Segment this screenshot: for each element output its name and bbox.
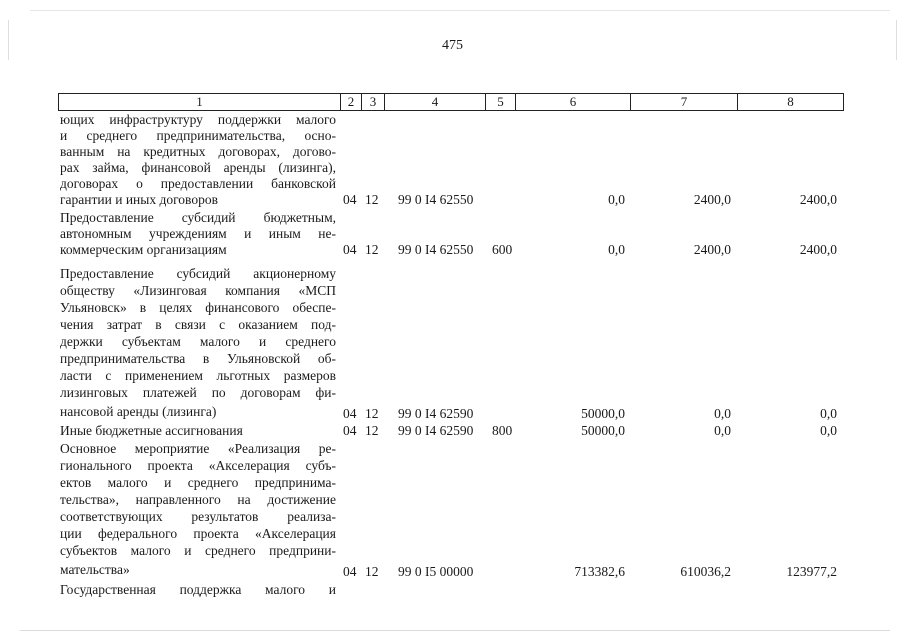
header-cell-2: 2 [340,93,362,111]
scan-edge-bottom [20,630,890,631]
row-1-description-line: рах займа, финансовой аренды (лизинга), [60,160,336,175]
row-3-amount-8: 0,0 [820,406,837,421]
row-5-description-line: субъектов малого и среднего предприни- [60,543,336,558]
header-cell-7: 7 [630,93,738,111]
row-1-description-line: ванным на кредитных договорах, догово- [60,144,336,159]
row-1-description-line: ющих инфраструктуру поддержки малого [60,112,336,127]
row-3-target-article: 99 0 I4 62590 [398,406,474,421]
row-5-description-line: ектов малого и среднего предпринима- [60,475,336,490]
row-3-description-line: Предоставление субсидий акционерному [60,266,336,281]
row-5-description-line: соответствующих результатов реализа- [60,509,336,524]
row-1-amount-7: 2400,0 [693,192,731,207]
row-2-description-line: Предоставление субсидий бюджетным, [60,210,336,225]
row-4-section: 04 [343,423,357,438]
row-5-description-line: ции федерального проекта «Акселерация [60,526,336,541]
row-5-amount-6: 713382,6 [574,564,625,579]
row-3-subsection: 12 [365,406,379,421]
row-2-subsection: 12 [365,242,379,257]
row-4-description-line: Иные бюджетные ассигнования [60,423,243,438]
row-5-amount-7: 610036,2 [680,564,731,579]
scan-edge-top [30,10,890,11]
row-5-description-line: мательства» [60,562,130,577]
row-2-amount-6: 0,0 [608,242,625,257]
row-4-amount-7: 0,0 [714,423,731,438]
row-5-description-line: гионального проекта «Акселерация субъ- [60,458,336,473]
row-3-description-line: предпринимательства в Ульяновской об- [60,351,336,366]
row-3-amount-7: 0,0 [714,406,731,421]
row-2-description-line: коммерческим организациям [60,242,227,257]
row-3-description-line: лизинговых платежей по договорам фи- [60,385,336,400]
row-3-description-line: держки субъектам малого и среднего [60,334,336,349]
page-number: 475 [442,38,463,53]
row-5-description-line: Основное мероприятие «Реализация ре- [60,441,336,456]
row-1-target-article: 99 0 I4 62550 [398,192,474,207]
row-4-subsection: 12 [365,423,379,438]
row-5-subsection: 12 [365,564,379,579]
row-2-amount-7: 2400,0 [693,242,731,257]
header-cell-3: 3 [361,93,385,111]
row-4-amount-6: 50000,0 [581,423,625,438]
row-1-amount-6: 0,0 [608,192,625,207]
row-2-section: 04 [343,242,357,257]
row-1-description-line: гарантии и иных договоров [60,192,218,207]
row-5-amount-8: 123977,2 [786,564,837,579]
row-3-description-line: Ульяновск» в целях финансового обеспе- [60,300,336,315]
row-3-description-line: нансовой аренды (лизинга) [60,404,217,419]
row-5-section: 04 [343,564,357,579]
row-3-amount-6: 50000,0 [581,406,625,421]
row-3-description-line: чения затрат в связи с оказанием под- [60,317,336,332]
header-cell-4: 4 [384,93,486,111]
row-5-target-article: 99 0 I5 00000 [398,564,474,579]
row-1-description-line: договорах о предоставлении банковской [60,176,336,191]
row-2-description-line: автономным учреждениям и иным не- [60,226,336,241]
row-1-description-line: и среднего предпринимательства, осно- [60,128,336,143]
row-1-amount-8: 2400,0 [799,192,837,207]
row-2-expense-type: 600 [492,242,513,257]
row-3-description-line: ласти с применением льготных размеров [60,368,336,383]
row-3-description-line: обществу «Лизинговая компания «МСП [60,283,336,298]
row-2-amount-8: 2400,0 [799,242,837,257]
row-3-section: 04 [343,406,357,421]
row-4-expense-type: 800 [492,423,513,438]
row-5-description-line: тельства», направленного на достижение [60,492,336,507]
row-1-section: 04 [343,192,357,207]
header-cell-1: 1 [58,93,341,111]
row-4-amount-8: 0,0 [820,423,837,438]
row-1-subsection: 12 [365,192,379,207]
row-2-target-article: 99 0 I4 62550 [398,242,474,257]
row-4-target-article: 99 0 I4 62590 [398,423,474,438]
header-cell-6: 6 [515,93,631,111]
row-6-description-line: Государственная поддержка малого и [60,582,336,597]
header-cell-8: 8 [737,93,844,111]
header-cell-5: 5 [485,93,516,111]
